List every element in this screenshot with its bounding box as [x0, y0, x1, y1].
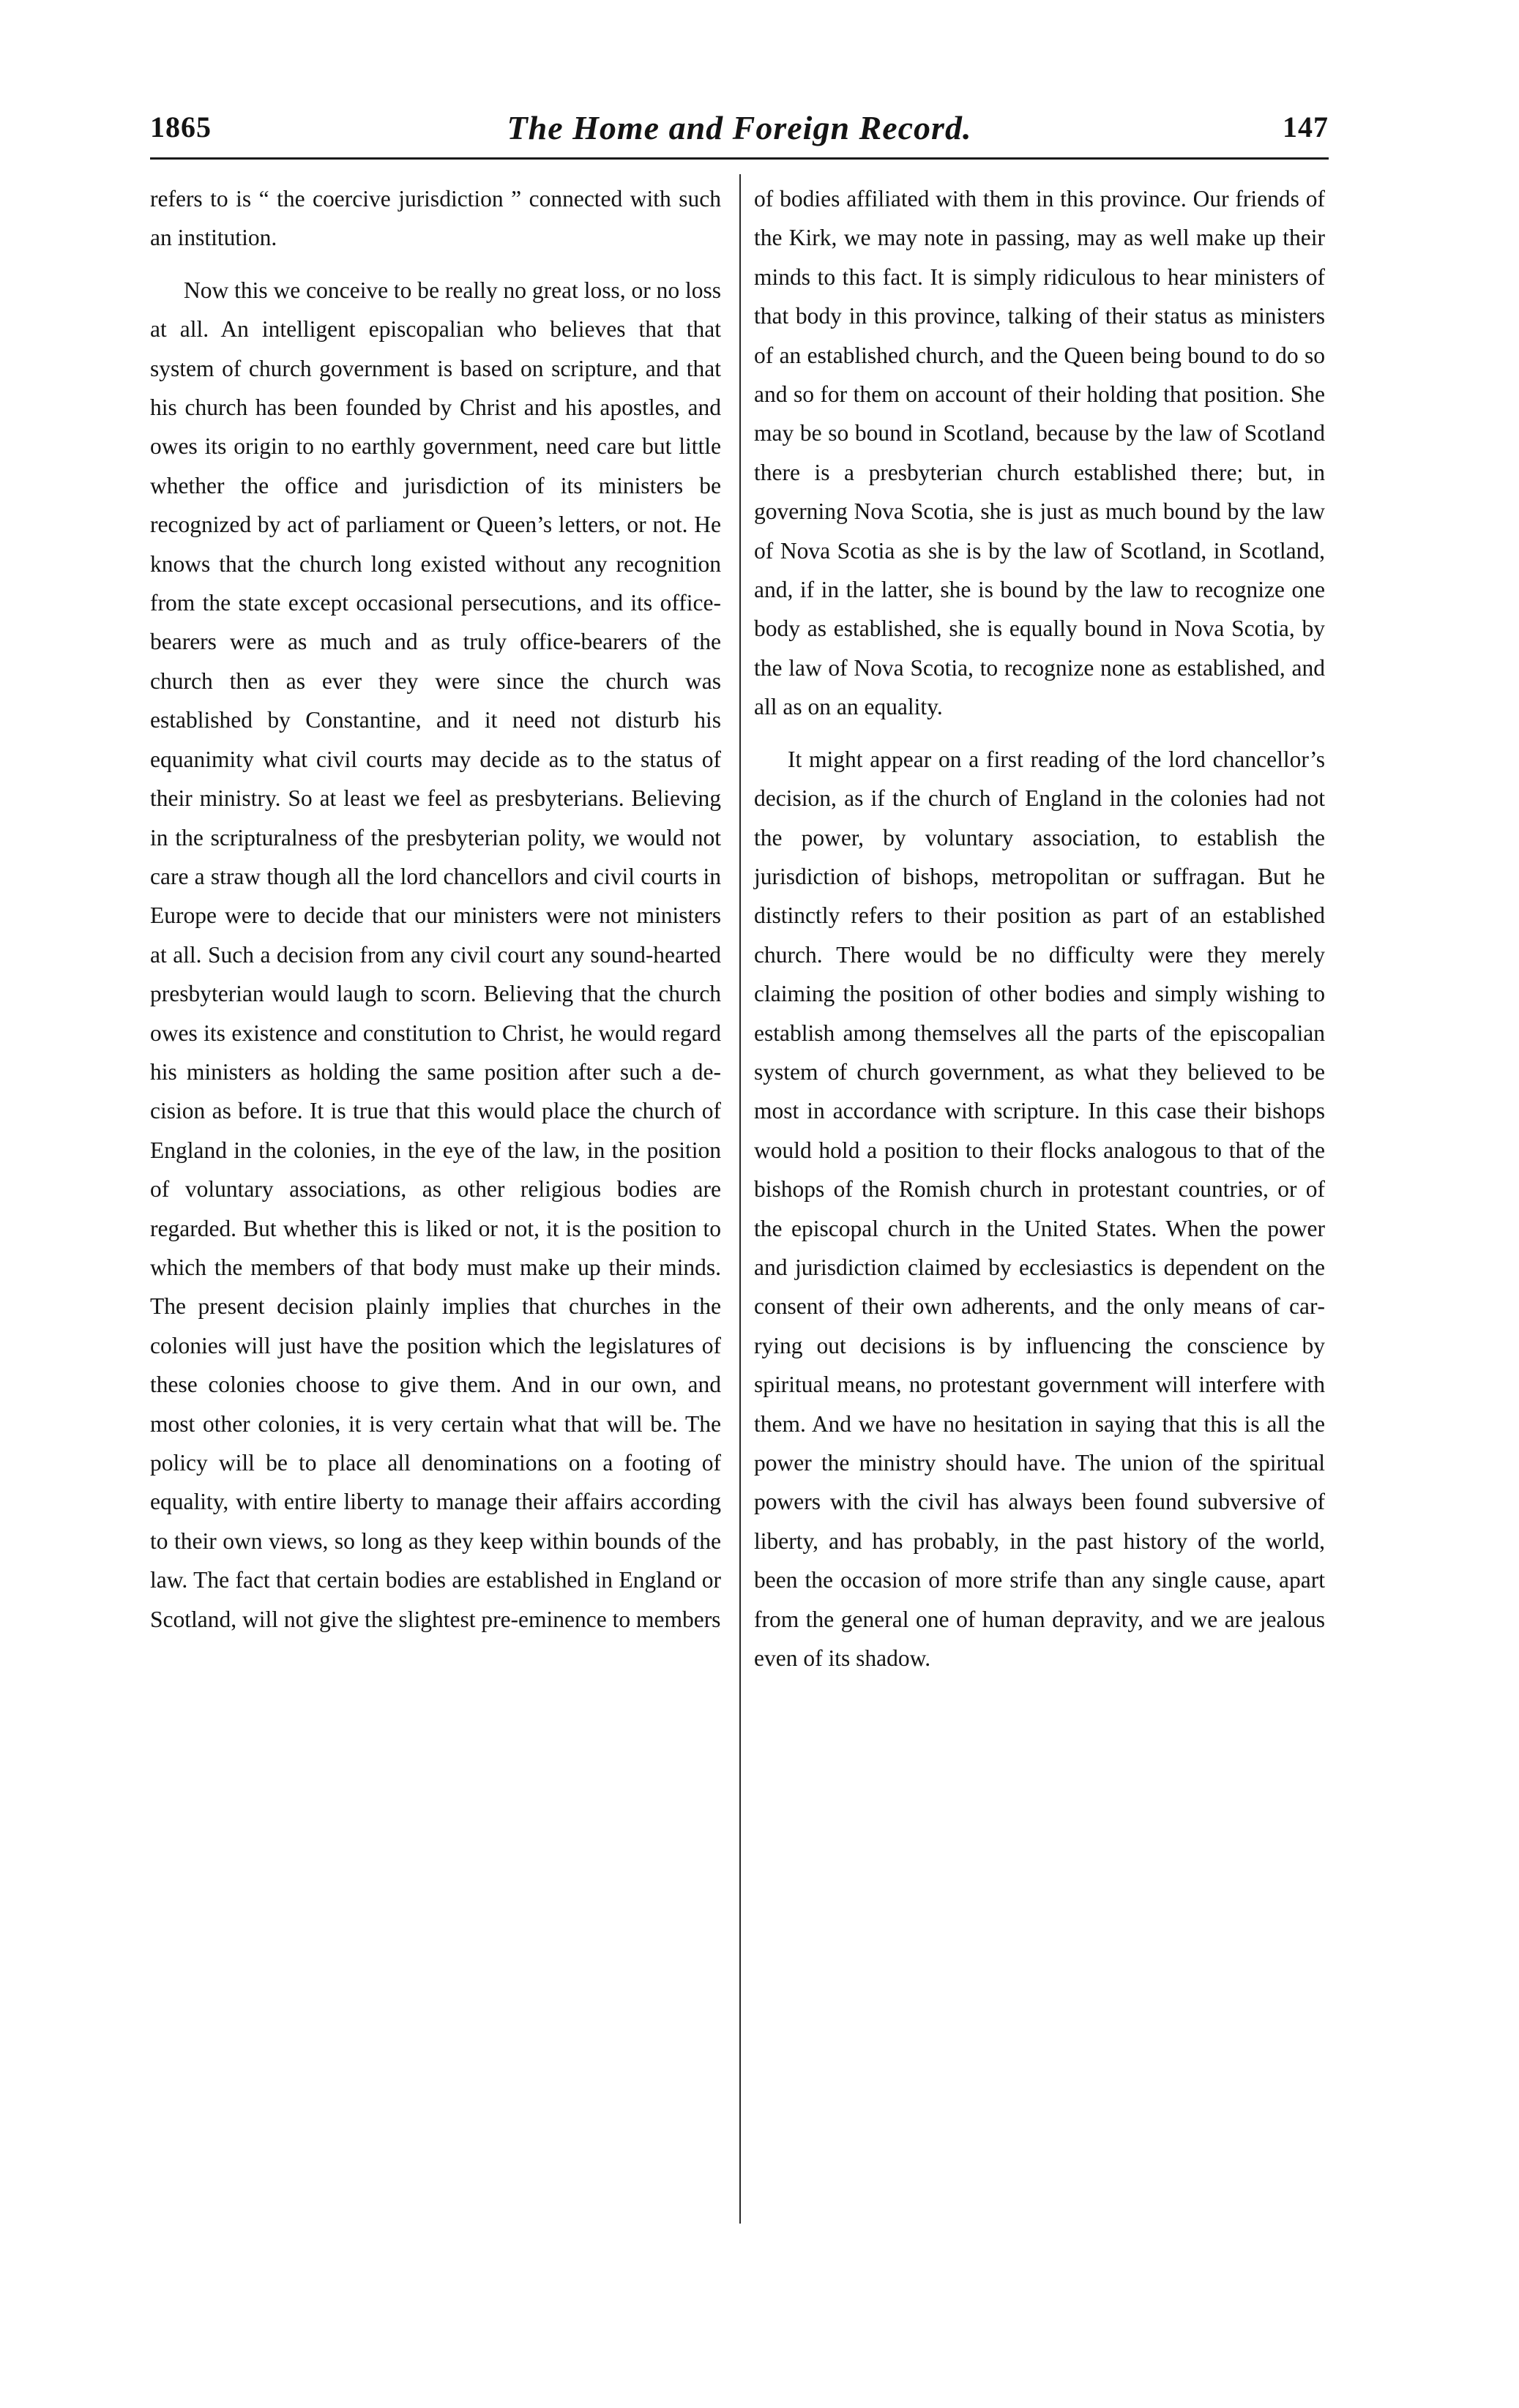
- paragraph-continued: refers to is “ the coercive jurisdiction ” connected with such an institution.: [150, 186, 721, 251]
- left-column: [150, 179, 721, 1639]
- column-divider: [739, 174, 741, 2224]
- running-header: [150, 110, 1329, 161]
- paragraph: Now this we conceive to be really no great loss, or no loss at all. An intelligent episcopalian who believes that that system of church government is based on scripture, and that his church has been founded by Christ and his apostles, and owes its origin to no earthly government, need care but little whether the office and jurisdiction of its ministers be recognized by act of parliament or Queen’s letters, or not. He knows that the church long existed without any recognition from the state except occasional persecutions, and its office-bearers were as much and as truly office-bearers of the church then as ever they were since the church was established by Constantine, and it need not disturb his equanimity what civil courts may decide as to the status of their ministry. So at least we feel as presbyterians. Believing in the scripturalness of the presbyterian polity, we would not care a straw though all the lord chancellors and civil courts in Europe were to decide that our ministers were not ministers at all. Such a decision from any civil court any sound-hearted presbyterian would laugh to scorn. Believing that the church owes its existence and constitution to Christ, he would regard his ministers as holding the same position after such a decision as before. It is true that this would place the church of England in the colonies, in the eye of the law, in the position of voluntary associations, as other religious bodies are regarded. But whether this is liked or not, it is the position to which the members of that body must make up their minds. The present decision plainly implies that churches in the colonies will just have the position which the legislatures of these colonies choose to give them. And in our own, and most other colonies, it is very certain what that will be. The policy will be to place all denominations on a footing of equality, with entire liberty to manage their affairs according to their own views, so long as they keep within bounds of the law. The fact that certain bodies are established in England or Scotland, will not give the slightest pre-eminence to members: [150, 277, 721, 1632]
- paragraph: It might appear on a first reading of the lord chancellor’s decision, as if the church of England in the colonies had not the power, by voluntary association, to establish the jurisdiction of bishops, metropolitan or suffragan. But he distinctly refers to their position as part of an established church. There would be no difficulty were they merely claiming the position of other bodies and simply wishing to establish among themselves all the parts of the episcopalian system of church government, as what they believed to be most in accordance with scripture. In this case their bishops would hold a position to their flocks analogous to that of the bishops of the Romish church in protestant countries, or of the episcopal church in the United States. When the power and jurisdiction claimed by ecclesiastics is dependent on the consent of their own adherents, and the only means of carrying out decisions is by influencing the conscience by spiritual means, no protestant government will interfere with them. And we have no hesitation in saying that this is all the power the ministry should have. The union of the spiritual powers with the civil has always been found subversive of liberty, and has probably, in the past history of the world, been the occasion of more strife than any single cause, apart from the general one of human depravity, and we are jealous even of its shadow.: [754, 746, 1325, 1672]
- header-year: 1865: [150, 111, 212, 143]
- right-column: [754, 179, 1325, 1678]
- header-rule: [150, 157, 1329, 160]
- paragraph-continued: of bodies affiliated with them in this province. Our friends of the Kirk, we may note in passing, may as well make up their minds to this fact. It is simply ridiculous to hear ministers of that body in this province, talking of their status as ministers of an established church, and the Queen being bound to do so and so for them on account of their holding that position. She may be so bound in Scotland, because by the law of Scotland there is a presbyterian church established there; but, in governing Nova Scotia, she is just as much bound by the law of Nova Scotia as she is by the law of Scotland, in Scotland, and, if in the latter, she is bound by the law to recognize one body as established, she is equally bound in Nova Scotia, by the law of Nova Scotia, to recognize none as established, and all as on an equality.: [754, 186, 1325, 720]
- page-number: 147: [1283, 111, 1329, 143]
- journal-title: The Home and Foreign Record.: [507, 109, 972, 146]
